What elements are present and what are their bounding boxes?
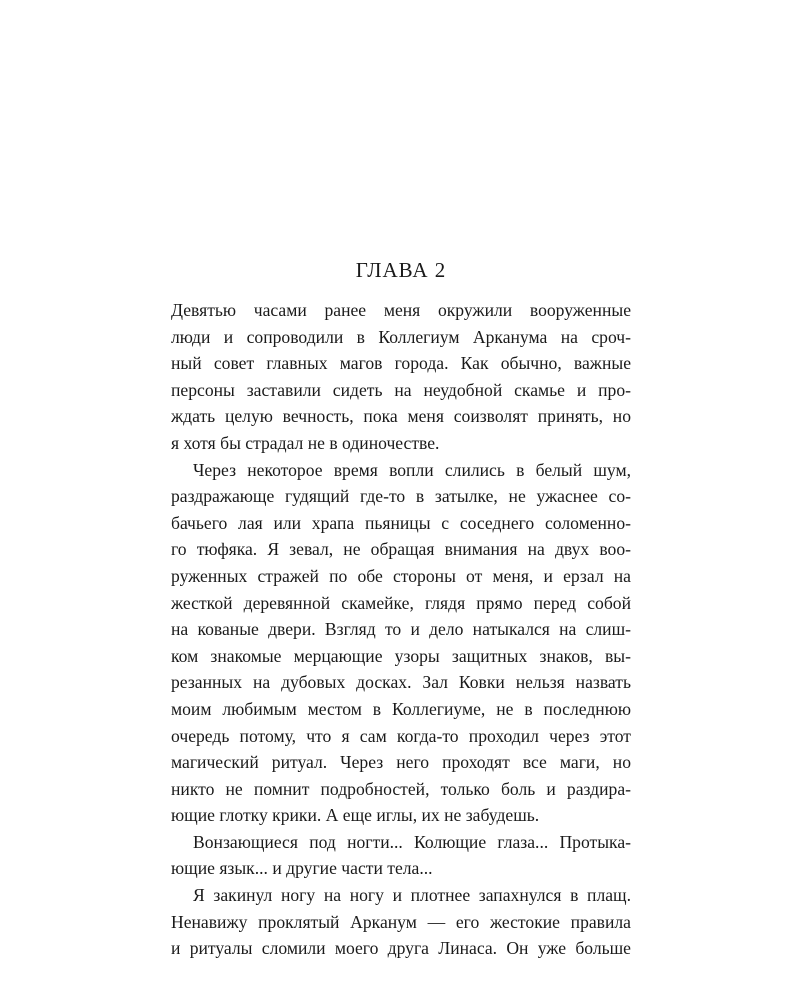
text-line: ющие глотку крики. А еще иглы, их не забудешь. [171,805,540,826]
text-line: Я закинул ногу на ногу и плотнее запахнулся в плащ. [193,885,631,906]
text-line: магический ритуал. Через него проходят все маги, но [171,752,631,773]
text-line: на кованые двери. Взгляд то и дело натыкался на слиш- [171,619,631,640]
text-line: го тюфяка. Я зевал, не обращая внимания на двух воо- [171,539,631,560]
chapter-title: ГЛАВА 2 [355,258,447,282]
text-line: персоны заставили сидеть на неудобной скамье и про- [171,379,631,400]
text-line: ющие язык... и другие части тела... [171,858,433,879]
text-line: бачьего лая или храпа пьяницы с соседнего соломенно- [171,512,631,533]
book-page [171,0,631,1000]
text-line: Девятью часами ранее меня окружили вооруженные [171,300,631,320]
text-line: руженных стражей по обе стороны от меня, и ерзал на [171,565,631,586]
text-line: Ненавижу проклятый Арканум — его жестокие правила [171,911,631,932]
text-line: ждать целую вечность, пока меня соизволят принять, но [171,406,631,427]
text-line: раздражающе гудящий где-то в затылке, не ужаснее со- [171,486,631,507]
text-line: никто не помнит подробностей, только боль и раздира- [171,778,631,799]
text-line: резанных на дубовых досках. Зал Ковки нельзя назвать [171,672,631,693]
text-line: жесткой деревянной скамейке, глядя прямо перед собой [171,592,631,613]
text-line: и ритуалы сломили моего друга Линаса. Он уже больше [171,938,631,959]
text-line: я хотя бы страдал не в одиночестве. [171,432,440,453]
text-line: Вонзающиеся под ногти... Колющие глаза... Протыка- [193,831,631,852]
text-line: ный совет главных магов города. Как обычно, важные [171,353,631,374]
chapter-body [171,297,631,962]
text-line: Через некоторое время вопли слились в белый шум, [193,459,631,480]
text-line: очередь потому, что я сам когда-то проходил через этот [171,725,631,746]
text-line: моим любимым местом в Коллегиуме, не в последнюю [171,698,631,719]
text-line: люди и сопроводили в Коллегиум Арканума на сроч- [171,326,631,347]
text-line: ком знакомые мерцающие узоры защитных знаков, вы- [171,645,631,666]
